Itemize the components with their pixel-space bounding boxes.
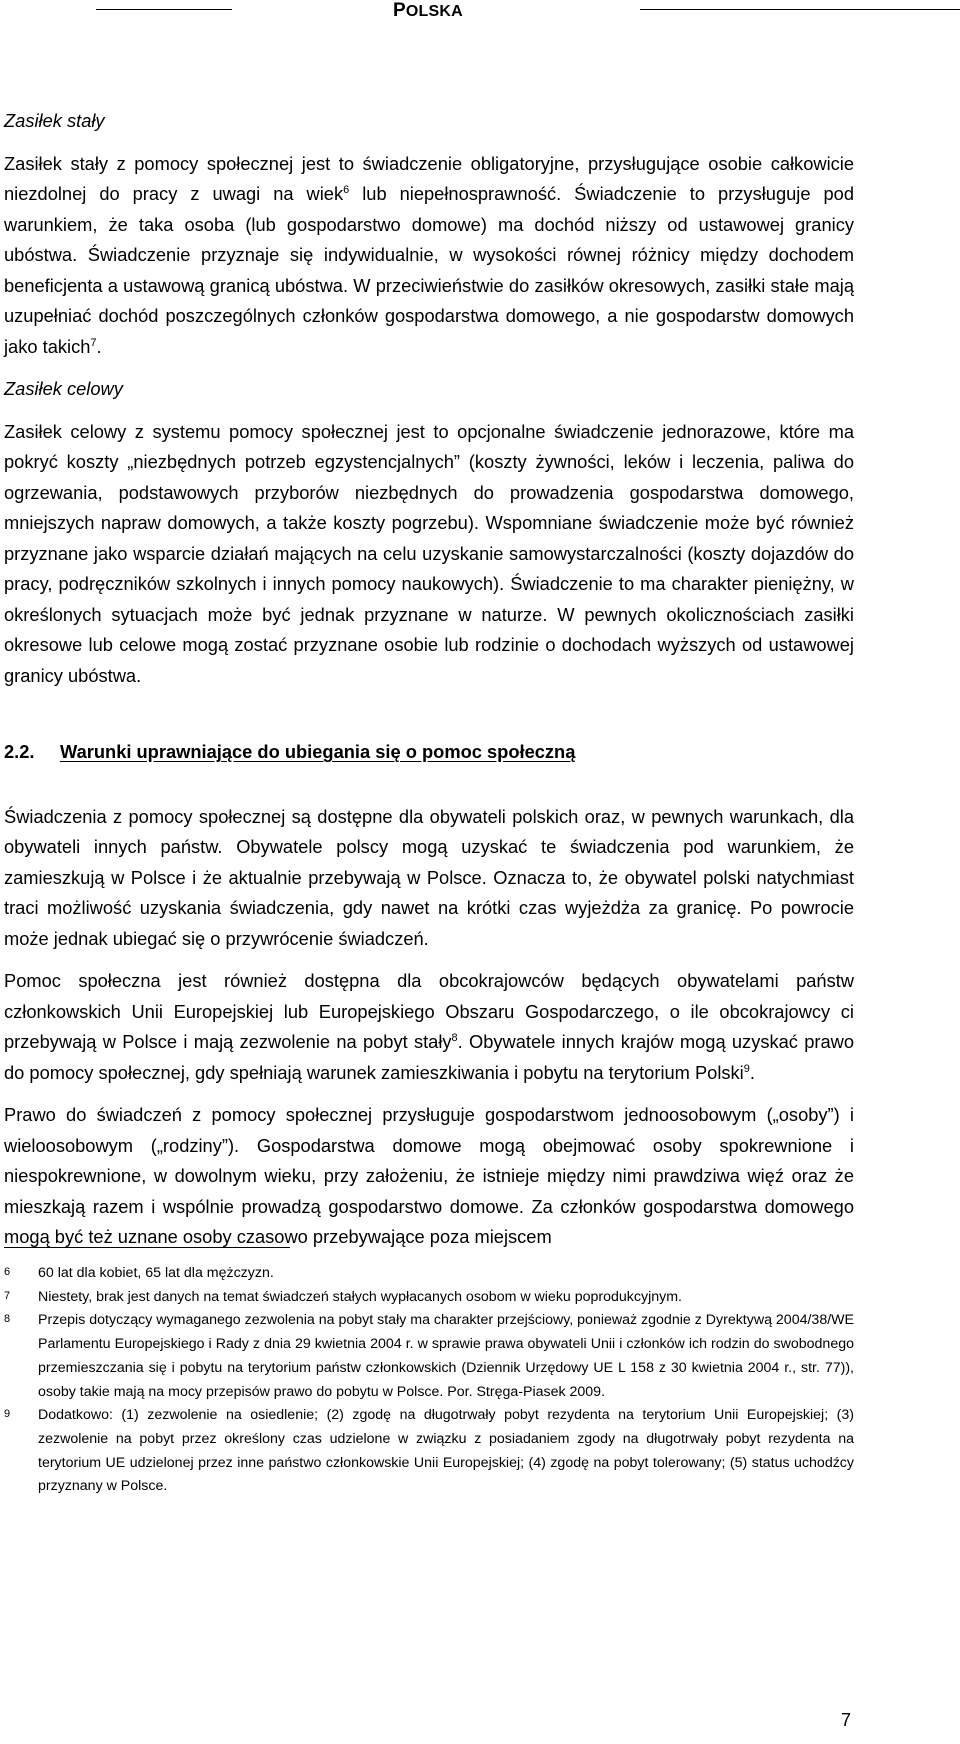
footnote-8: [4, 1309, 854, 1404]
footnote-9: [4, 1404, 854, 1499]
footnote-text: Niestety, brak jest danych na temat świadczeń stałych wypłacanych osobom w wieku poprodukcyjnym.: [38, 1288, 682, 1305]
footnote-text: 60 lat dla kobiet, 65 lat dla mężczyzn.: [38, 1265, 274, 1281]
subheading-zasilek-celowy: Zasiłek celowy: [4, 378, 123, 399]
section-heading: [4, 737, 854, 768]
section-title: Warunki uprawniające do ubiegania się o pomoc społeczną: [60, 741, 576, 762]
subheading-zasilek-staly: Zasiłek stały: [4, 110, 105, 131]
paragraph-zasilek-celowy: Zasiłek celowy z systemu pomocy społecznej jest to opcjonalne świadczenie jednorazowe, które ma pokryć koszty „niezbędnych potrzeb egzystencjalnych” (koszty żywności, leków i leczenia, paliwa do ogrzewania, podstawowych przyborów niezbędnych do prowadzenia gospodarstwa domowego, mniejszych napraw domowych, a także koszty pogrzebu). Wspomniane świadczenie może być również przyznane jako wsparcie działań mających na celu uzyskanie samowystarczalności (koszty dojazdów do pracy, podręczników szkolnych i innych pomocy naukowych). Świadczenie to ma charakter pieniężny, w określonych sytuacjach może być jednak przyznane w naturze. W pewnych okolicznościach zasiłki okresowe lub celowe mogą zostać przyznane osobie lub rodzinie o dochodach wyższych od ustawowej granicy ubóstwa.: [4, 420, 854, 686]
footnote-text: Przepis dotyczący wymaganego zezwolenia na pobyt stały ma charakter przejściowy, ponieważ zgodnie z Dyrektywą 2004/38/WE Parlamentu Europejskiego i Rady z dnia 29 kwietnia 2004 r. w sprawie prawa obywateli Unii i członków ich rodzin do swobodnego przemieszczania się i pobytu na terytorium państw członkowskich (Dziennik Urzędowy UE L 158 z 30 kwietnia 2004 r., str. 77)), osoby takie mają na mocy przepisów prawo do pobytu w Polsce. Por. Stręga-Piasek 2009.: [38, 1312, 854, 1400]
footnote-number: 9: [4, 1408, 11, 1421]
section-number: 2.2.: [4, 741, 35, 762]
paragraph-warunki-3: Prawo do świadczeń z pomocy społecznej przysługuje gospodarstwom jednoosobowym („osoby”) i wieloosobowym („rodziny”). Gospodarstwa domowe mogą obejmować osoby spokrewnione i niespokrewnione, w dowolnym wieku, przy założeniu, że istnieje między nimi prawdziwa więź oraz że mieszkają razem i wspólnie prowadzą gospodarstwo domowe. Za członków gospodarstwa domowego mogą być też uznane osoby czasowo przebywające poza miejscem: [4, 1104, 854, 1247]
running-header: [0, 0, 960, 30]
footnote-7: [4, 1286, 854, 1310]
footnote-number: 6: [4, 1266, 11, 1278]
header-title: POLSKA: [393, 0, 463, 21]
paragraph-zasilek-staly: Zasiłek stały z pomocy społecznej jest to świadczenie obligatoryjne, przysługujące osobie całkowicie niezdolnej do pracy z uwagi na wiek$^6$ lub niepełnosprawność. Świadczenie to przysługuje pod warunkiem, że taka osoba (lub gospodarstwo domowe) ma dochód niższy od ustawowej granicy ubóstwa. Świadczenie przyznaje się indywidualnie, w wysokości równej różnicy między dochodem beneficjenta a ustawową granicą ubóstwa. W przeciwieństwie do zasiłków okresowych, zasiłki stałe mają uzupełniać dochód poszczególnych członków gospodarstwa domowego, a nie gospodarstw domowych jako takich$^7$.: [4, 152, 854, 357]
header-rule-left: [96, 9, 232, 10]
header-rule-right: [640, 9, 960, 10]
footnote-ref-6[interactable]: 6: [343, 183, 350, 196]
footnote-6: [4, 1262, 854, 1286]
footnote-number: 7: [4, 1289, 11, 1302]
footnote-separator: [4, 1247, 290, 1248]
footnote-ref-7[interactable]: 7: [90, 336, 97, 349]
footnotes: [4, 1262, 854, 1499]
body-text: [4, 106, 854, 1265]
footnote-ref-9[interactable]: 9: [743, 1062, 750, 1075]
paragraph-warunki-2: Pomoc społeczna jest również dostępna dla obcokrajowców będących obywatelami państw członkowskich Unii Europejskiej lub Europejskiego Obszaru Gospodarczego, o ile obcokrajowcy ci przebywają w Polsce i mają zezwolenie na pobyt stały$^8$. Obywatele innych krajów mogą uzyskać prawo do pomocy społecznej, gdy spełniają warunek zamieszkiwania i pobytu na terytorium Polski$^9$.: [4, 970, 854, 1083]
paragraph-warunki-1: Świadczenia z pomocy społecznej są dostępne dla obywateli polskich oraz, w pewnych warunkach, dla obywateli innych państw. Obywatele polscy mogą uzyskać te świadczenia pod warunkiem, że zamieszkują w Polsce i że aktualnie przebywają w Polsce. Oznacza to, że obywatel polski natychmiast traci możliwość uzyskania świadczenia, gdy nawet na krótki czas wyjeżdża za granicę. Po powrocie może jednak ubiegać się o przywrócenie świadczeń.: [4, 805, 854, 949]
page-number: 7: [841, 1710, 852, 1730]
footnote-text: Dodatkowo: (1) zezwolenie na osiedlenie; (2) zgodę na długotrwały pobyt rezydenta na terytorium Unii Europejskiej; (3) zezwolenie na pobyt przez określony czas udzielone w związku z posiadaniem zgody na długotrwały pobyt rezydenta na terytorium UE udzielonej przez inne państwo członkowskie Unii Europejskiej; (4) zgodę na pobyt tolerowany; (5) status uchodźcy przyznany w Polsce.: [38, 1407, 854, 1495]
footnote-ref-8[interactable]: 8: [451, 1031, 458, 1044]
footnote-number: 8: [4, 1313, 11, 1326]
